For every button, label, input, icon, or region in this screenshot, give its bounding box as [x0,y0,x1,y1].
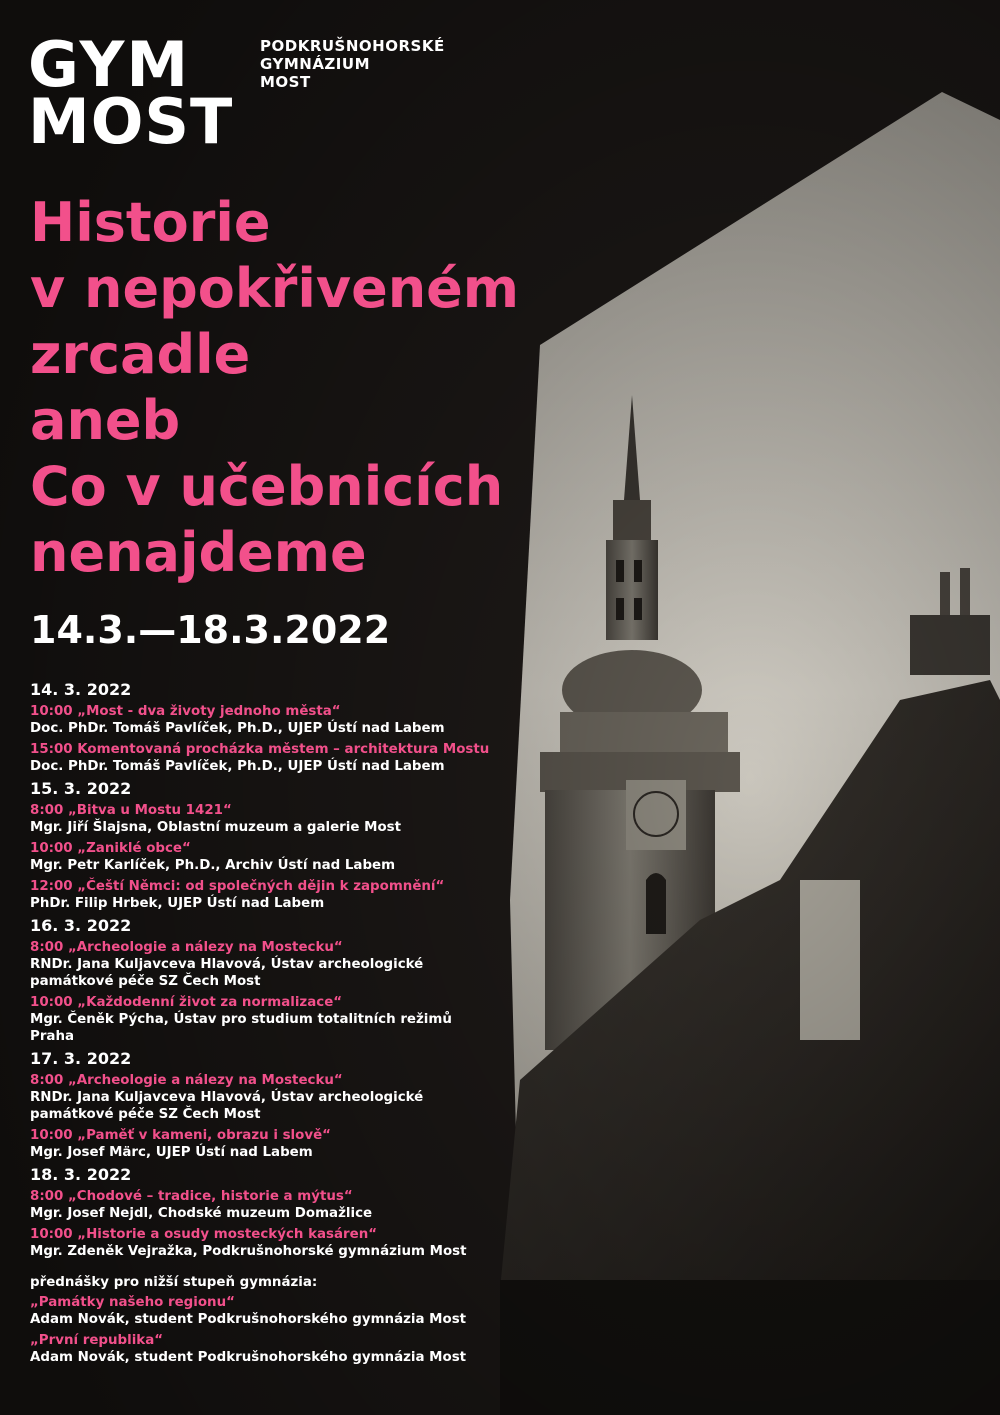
title-line: v nepokřiveném [30,257,520,320]
event-title: 10:00 „Zaniklé obce“ [30,841,191,856]
day-block [30,1165,500,1260]
lower-grade-heading: přednášky pro nižší stupeň gymnázia: [30,1275,318,1290]
title-line: zrcadle [30,323,251,386]
event-title: 10:00 „Most - dva životy jednoho města“ [30,704,341,719]
logo-line-2: MOST [28,85,234,159]
event [30,840,500,874]
event-title: 10:00 „Paměť v kameni, obrazu i slově“ [30,1128,331,1143]
event [30,703,500,737]
event-speaker: Mgr. Josef Märc, UJEP Ústí nad Labem [30,1145,313,1160]
event [30,939,500,990]
event-title: 12:00 „Čeští Němci: od společných dějin k zapomnění“ [30,879,445,894]
event-title: 8:00 „Chodové – tradice, historie a mýtus“ [30,1189,353,1204]
school-name-line-1: PODKRUŠNOHORSKÉ [260,37,445,55]
logo-line-1: GYM [28,28,191,101]
event [30,1072,500,1123]
event [30,741,500,775]
event-title: 8:00 „Archeologie a nálezy na Mostecku“ [30,940,343,955]
gym-most-logo [28,28,234,159]
event [30,1294,500,1328]
school-name [260,37,445,91]
day-block [30,1049,500,1161]
event-speaker: Doc. PhDr. Tomáš Pavlíček, Ph.D., UJEP Ústí nad Labem [30,759,445,774]
date-range: 14.3.—18.3.2022 [30,608,391,652]
event-title: 15:00 Komentovaná procházka městem – architektura Mostu [30,742,490,757]
title-line: aneb [30,389,181,452]
day-date: 17. 3. 2022 [30,1049,132,1068]
event-speaker: Mgr. Čeněk Pýcha, Ústav pro studium totalitních režimů Praha [30,1012,452,1044]
program-schedule [30,680,500,1370]
event-title: „Památky našeho regionu“ [30,1295,235,1310]
title-line: nenajdeme [30,521,367,584]
lower-grade-section [30,1274,500,1366]
event [30,1188,500,1222]
day-date: 15. 3. 2022 [30,779,132,798]
event-speaker: Mgr. Jiří Šlajsna, Oblastní muzeum a galerie Most [30,820,402,835]
event-speaker: RNDr. Jana Kuljavceva Hlavová, Ústav archeologické památkové péče SZ Čech Most [30,1090,424,1122]
event-speaker: RNDr. Jana Kuljavceva Hlavová, Ústav archeologické památkové péče SZ Čech Most [30,957,424,989]
title-line: Historie [30,191,271,254]
day-date: 14. 3. 2022 [30,680,132,699]
poster-title [30,190,590,586]
event-speaker: Mgr. Josef Nejdl, Chodské muzeum Domažlice [30,1206,373,1221]
event-speaker: Mgr. Petr Karlíček, Ph.D., Archiv Ústí nad Labem [30,858,396,873]
event [30,1332,500,1366]
day-block [30,779,500,912]
day-block [30,916,500,1045]
day-block [30,680,500,775]
event-title: 10:00 „Historie a osudy mosteckých kasáren“ [30,1227,378,1242]
event-speaker: PhDr. Filip Hrbek, UJEP Ústí nad Labem [30,896,325,911]
school-name-line-2: GYMNÁZIUM [260,55,370,73]
event-speaker: Adam Novák, student Podkrušnohorského gymnázia Most [30,1312,467,1327]
school-name-line-3: MOST [260,73,311,91]
event-speaker: Mgr. Zdeněk Vejražka, Podkrušnohorské gymnázium Most [30,1244,467,1259]
event [30,1127,500,1161]
event-title: 8:00 „Archeologie a nálezy na Mostecku“ [30,1073,343,1088]
day-date: 16. 3. 2022 [30,916,132,935]
event-title: „První republika“ [30,1333,164,1348]
title-line: Co v učebnicích [30,455,504,518]
event-speaker: Doc. PhDr. Tomáš Pavlíček, Ph.D., UJEP Ústí nad Labem [30,721,445,736]
event-title: 10:00 „Každodenní život za normalizace“ [30,995,343,1010]
event [30,1226,500,1260]
event-title: 8:00 „Bitva u Mostu 1421“ [30,803,232,818]
event [30,802,500,836]
day-date: 18. 3. 2022 [30,1165,132,1184]
event [30,994,500,1045]
event [30,878,500,912]
event-speaker: Adam Novák, student Podkrušnohorského gymnázia Most [30,1350,467,1365]
